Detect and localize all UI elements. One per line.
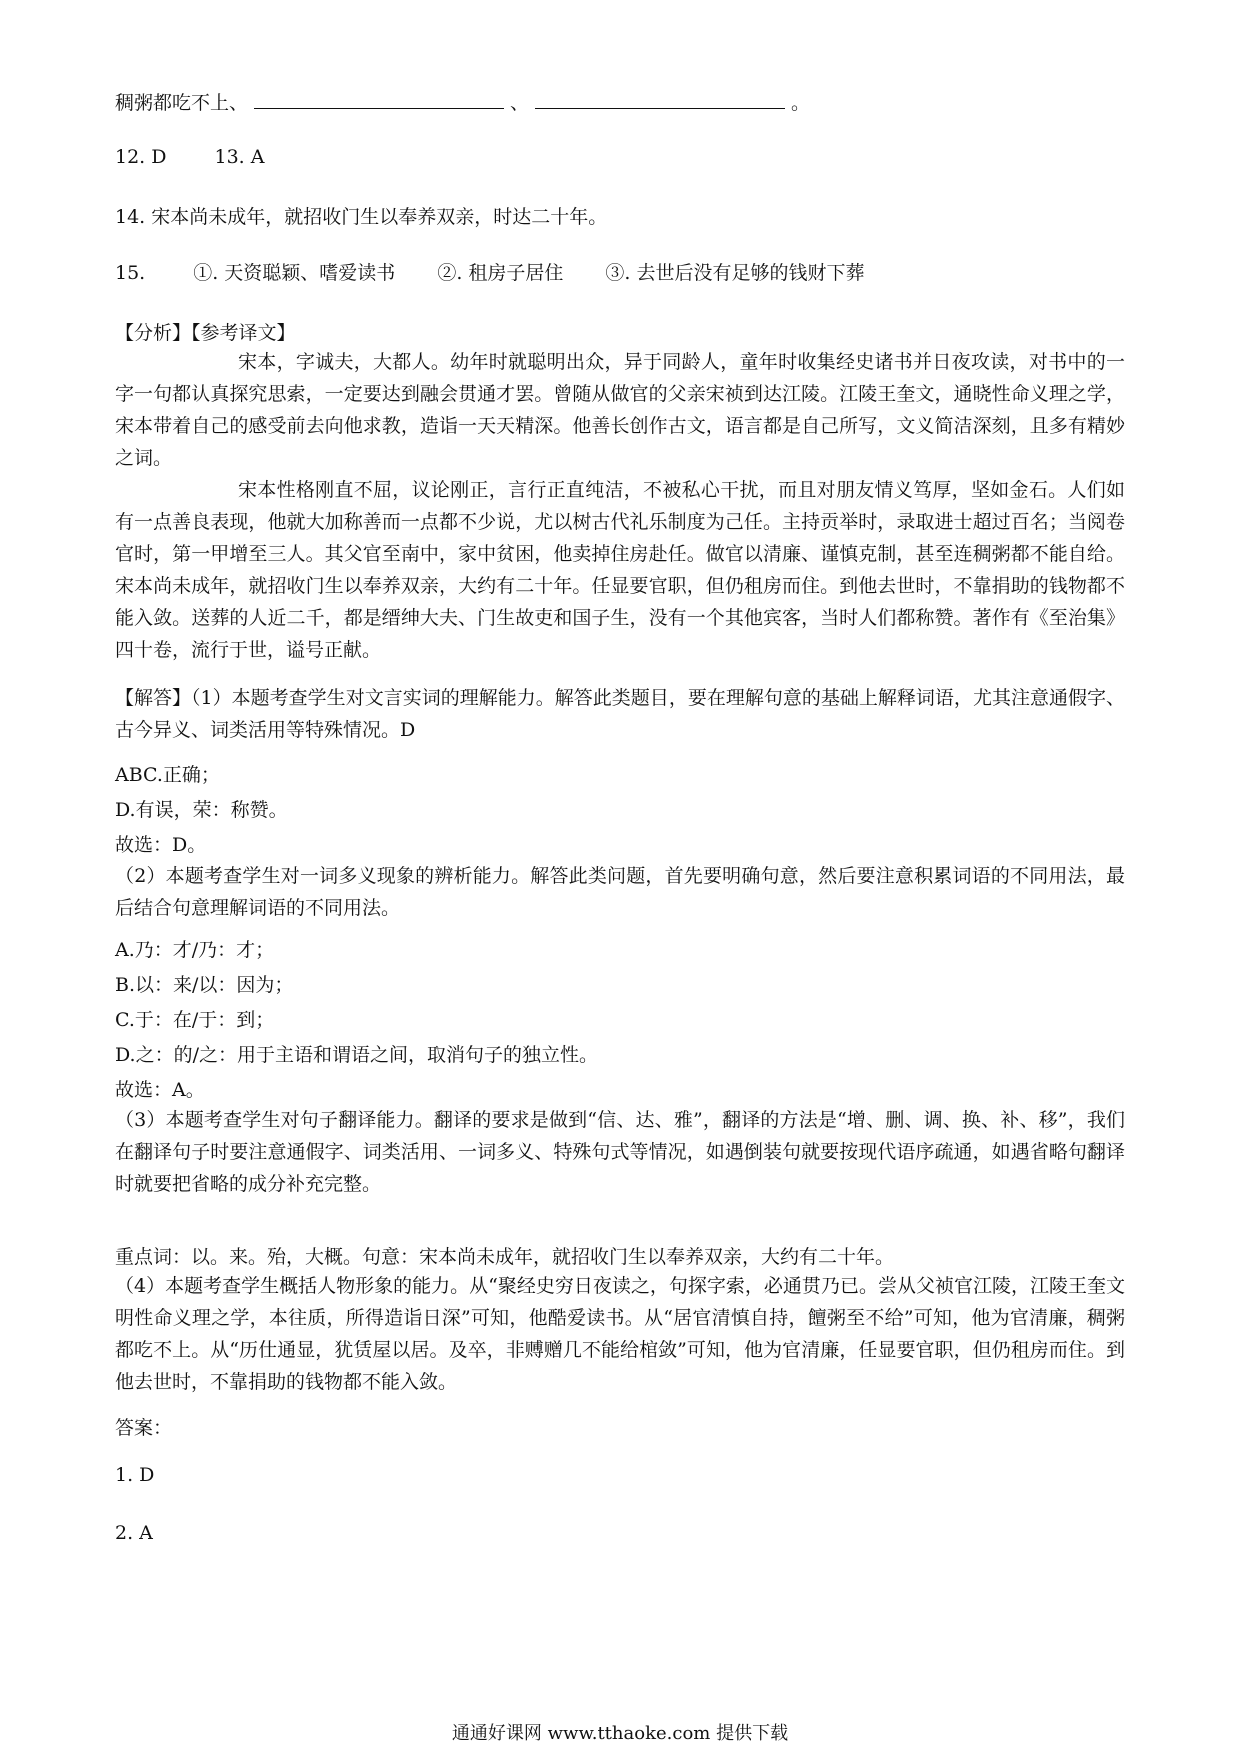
answers-12-13 xyxy=(115,146,1125,168)
key-words: 重点词：以。来。殆，大概。句意：宋本尚未成年，就招收门生以奉养双亲，大约有二十年。 xyxy=(115,1246,895,1268)
answers-label: 答案： xyxy=(115,1417,173,1439)
blank-end: 。 xyxy=(791,92,811,114)
final-answer-1: 1. D xyxy=(115,1464,155,1486)
option-a: A.乃：才/乃：才； xyxy=(115,939,275,961)
final-answer-2: 2. A xyxy=(115,1522,153,1544)
blank-sep: 、 xyxy=(510,92,530,114)
answer-14: 14. 宋本尚未成年，就招收门生以奉养双亲，时达二十年。 xyxy=(115,206,608,228)
answer-13: 13. A xyxy=(214,146,265,168)
answer-section-2: （2）本题考查学生对一词多义现象的辨析能力。解答此类问题，首先要明确句意，然后要注意积累词语的不同用法，最后结合句意理解词语的不同用法。 xyxy=(115,865,1125,919)
blank-line-prefix: 稠粥都吃不上、 xyxy=(115,92,249,114)
line-d: D.有误，荣：称赞。 xyxy=(115,799,288,821)
line-select-a: 故选：A。 xyxy=(115,1079,205,1101)
answer-section-4: （4）本题考查学生概括人物形象的能力。从“聚经史穷日夜读之，句探字索，必通贯乃已。尝从父祯官江陵，江陵王奎文明性命义理之学，本往质，所得造诣日深”可知，他酷爱读书。从“居官清慎自持，饘粥至不给”可知，他为官清廉，稠粥都吃不上。从“历仕通显，犹赁屋以居。及卒，非赙赠几不能给棺敛”可知，他为官清廉，任显要官职，但仍租房而住。到他去世时，不靠捐助的钱物都不能入敛。 xyxy=(115,1275,1125,1393)
translation-paragraph-2: 宋本性格刚直不屈，议论刚正，言行正直纯洁，不被私心干扰，而且对朋友情义笃厚，坚如金石。人们如有一点善良表现，他就大加称善而一点都不少说，尤以树古代礼乐制度为己任。主持贡举时，录取进士超过百名；当阅卷官时，第一甲增至三人。其父官至南中，家中贫困，他卖掉住房赴任。做官以清廉、谨慎克制，甚至连稠粥都不能自给。宋本尚未成年，就招收门生以奉养双亲，大约有二十年。任显要官职，但仍租房而住。到他去世时，不靠捐助的钱物都不能入敛。送葬的人近二千，都是缙绅大夫、门生故吏和国子生，没有一个其他宾客，当时人们都称赞。著作有《至治集》四十卷，流行于世，谥号正献。 xyxy=(115,479,1125,661)
footer-credit: 通通好课网 www.tthaoke.com 提供下载 xyxy=(451,1723,789,1744)
answer-15 xyxy=(115,258,1125,285)
translation-paragraph-1: 宋本，字诚夫，大都人。幼年时就聪明出众，异于同龄人，童年时收集经史诸书并日夜攻读，对书中的一字一句都认真探究思索，一定要达到融会贯通才罢。曾随从做官的父亲宋祯到达江陵。江陵王奎文，通晓性命义理之学，宋本带着自己的感受前去向他求教，造诣一天天精深。他善长创作古文，语言都是自己所写，文义简洁深刻，且多有精妙之词。 xyxy=(115,351,1125,469)
answer-blank-1[interactable] xyxy=(254,90,504,109)
option-c: C.于：在/于：到； xyxy=(115,1009,275,1031)
line-select-d: 故选：D。 xyxy=(115,834,207,856)
option-b: B.以：来/以：因为； xyxy=(115,974,294,996)
answer-15-item-2: ②. 租房子居住 xyxy=(437,262,564,284)
blank-line xyxy=(115,88,1125,115)
answer-12: 12. D xyxy=(115,146,167,168)
option-d: D.之：的/之：用于主语和谓语之间，取消句子的独立性。 xyxy=(115,1044,598,1066)
answer-15-number: 15. xyxy=(115,262,146,284)
analysis-heading: 【分析】【参考译文】 xyxy=(115,322,296,344)
line-abc: ABC.正确； xyxy=(115,764,220,786)
answer-section-3: （3）本题考查学生对句子翻译能力。翻译的要求是做到“信、达、雅”，翻译的方法是“增、删、调、换、补、移”，我们在翻译句子时要注意通假字、词类活用、一词多义、特殊句式等情况，如遇倒装句就要按现代语序疏通，如遇省略句翻译时就要把省略的成分补充完整。 xyxy=(115,1109,1125,1195)
answer-15-item-3: ③. 去世后没有足够的钱财下葬 xyxy=(605,262,865,284)
answer-blank-2[interactable] xyxy=(535,90,785,109)
answer-15-item-1: ①. 天资聪颖、嗜爱读书 xyxy=(193,262,396,284)
answer-section-1: 【解答】（1）本题考查学生对文言实词的理解能力。解答此类题目，要在理解句意的基础上解释词语，尤其注意通假字、古今异义、词类活用等特殊情况。D xyxy=(115,687,1125,741)
